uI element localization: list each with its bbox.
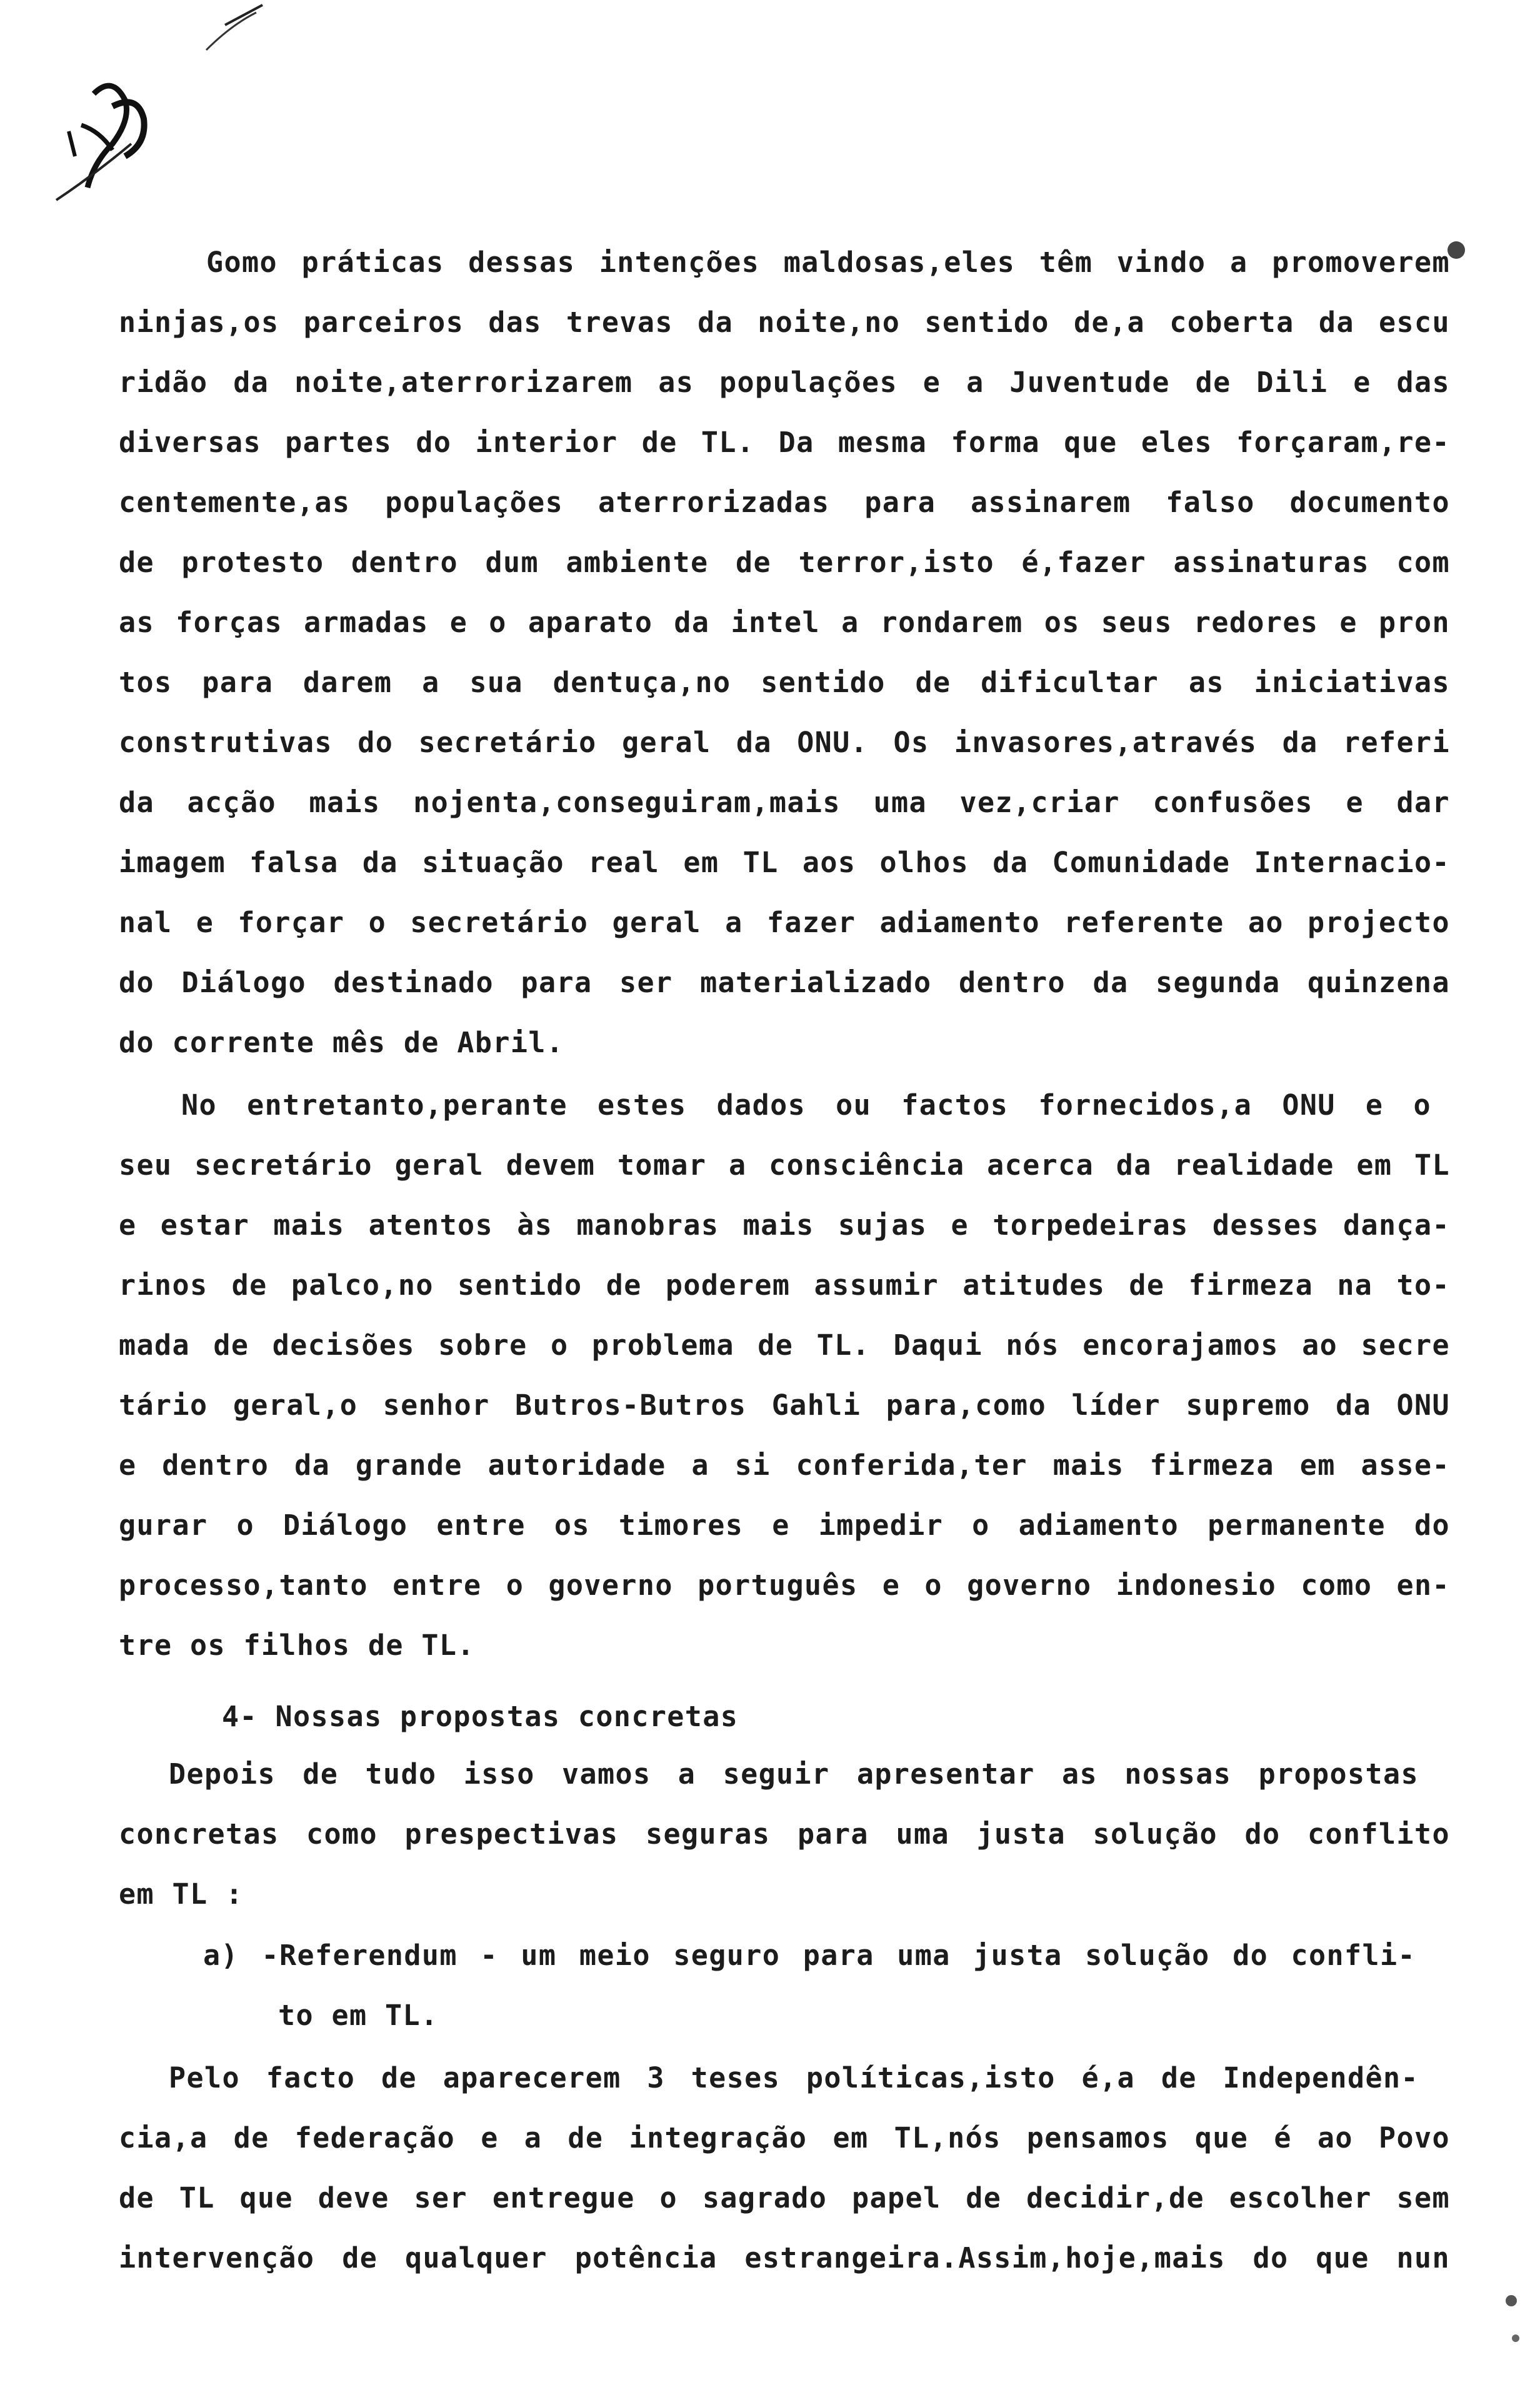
text-line: cia,a de federação e a de integração em TL,nós pensamos que é ao Povo — [119, 2121, 1450, 2154]
text-line: e estar mais atentos às manobras mais sujas e torpedeiras desses dança- — [119, 1209, 1450, 1242]
section-heading: 4- Nossas propostas concretas — [222, 1700, 739, 1733]
text-line: seu secretário geral devem tomar a consciência acerca da realidade em TL — [119, 1148, 1450, 1182]
text-line: de TL que deve ser entregue o sagrado papel de decidir,de escolher sem — [119, 2181, 1450, 2214]
text-line: construtivas do secretário geral da ONU. Os invasores,através da referi — [119, 726, 1450, 759]
text-line: ridão da noite,aterrorizarem as populações e a Juventude de Dili e das — [119, 366, 1450, 399]
text-line: No entretanto,perante estes dados ou factos fornecidos,a ONU e o — [181, 1088, 1431, 1122]
text-line: centemente,as populações aterrorizadas para assinarem falso documento — [119, 486, 1450, 519]
text-line: do Diálogo destinado para ser materializado dentro da segunda quinzena — [119, 966, 1450, 999]
text-line: mada de decisões sobre o problema de TL. Daqui nós encorajamos ao secre — [119, 1329, 1450, 1362]
text-line: processo,tanto entre o governo português e o governo indonesio como en- — [119, 1569, 1450, 1602]
text-line: em TL : — [119, 1877, 244, 1911]
text-line: de protesto dentro dum ambiente de terror,isto é,fazer assinaturas com — [119, 546, 1450, 579]
text-line: tos para darem a sua dentuça,no sentido de dificultar as iniciativas — [119, 666, 1450, 699]
text-line: imagem falsa da situação real em TL aos olhos da Comunidade Internacio- — [119, 846, 1450, 879]
text-line: rinos de palco,no sentido de poderem assumir atitudes de firmeza na to- — [119, 1269, 1450, 1302]
text-line: concretas como prespectivas seguras para uma justa solução do conflito — [119, 1817, 1450, 1851]
text-line: da acção mais nojenta,conseguiram,mais uma vez,criar confusões e dar — [119, 786, 1450, 819]
text-line: diversas partes do interior de TL. Da mesma forma que eles forçaram,re- — [119, 426, 1450, 459]
ink-speck — [1494, 2282, 1531, 2357]
handwritten-signature-mark — [19, 0, 281, 213]
text-line: e dentro da grande autoridade a si conferida,ter mais firmeza em asse- — [119, 1449, 1450, 1482]
text-line: tre os filhos de TL. — [119, 1629, 475, 1662]
text-line: do corrente mês de Abril. — [119, 1026, 564, 1059]
list-item: a) -Referendum - um meio seguro para uma justa solução do confli- — [203, 1939, 1416, 1972]
list-item-continuation: to em TL. — [278, 1999, 439, 2032]
text-line: as forças armadas e o aparato da intel a rondarem os seus redores e pron — [119, 606, 1450, 639]
text-line: Depois de tudo isso vamos a seguir apresentar as nossas propostas — [169, 1757, 1419, 1791]
text-line: intervenção de qualquer potência estrangeira.Assim,hoje,mais do que nun — [119, 2241, 1450, 2274]
text-line: nal e forçar o secretário geral a fazer adiamento referente ao projecto — [119, 906, 1450, 939]
text-line: tário geral,o senhor Butros-Butros Gahli para,como líder supremo da ONU — [119, 1389, 1450, 1422]
text-line: Pelo facto de aparecerem 3 teses políticas,isto é,a de Independên- — [169, 2061, 1419, 2094]
text-line: ninjas,os parceiros das trevas da noite,no sentido de,a coberta da escu — [119, 306, 1450, 339]
text-line: Gomo práticas dessas intenções maldosas,eles têm vindo a promoverem — [206, 246, 1450, 279]
text-line: gurar o Diálogo entre os timores e impedir o adiamento permanente do — [119, 1509, 1450, 1542]
